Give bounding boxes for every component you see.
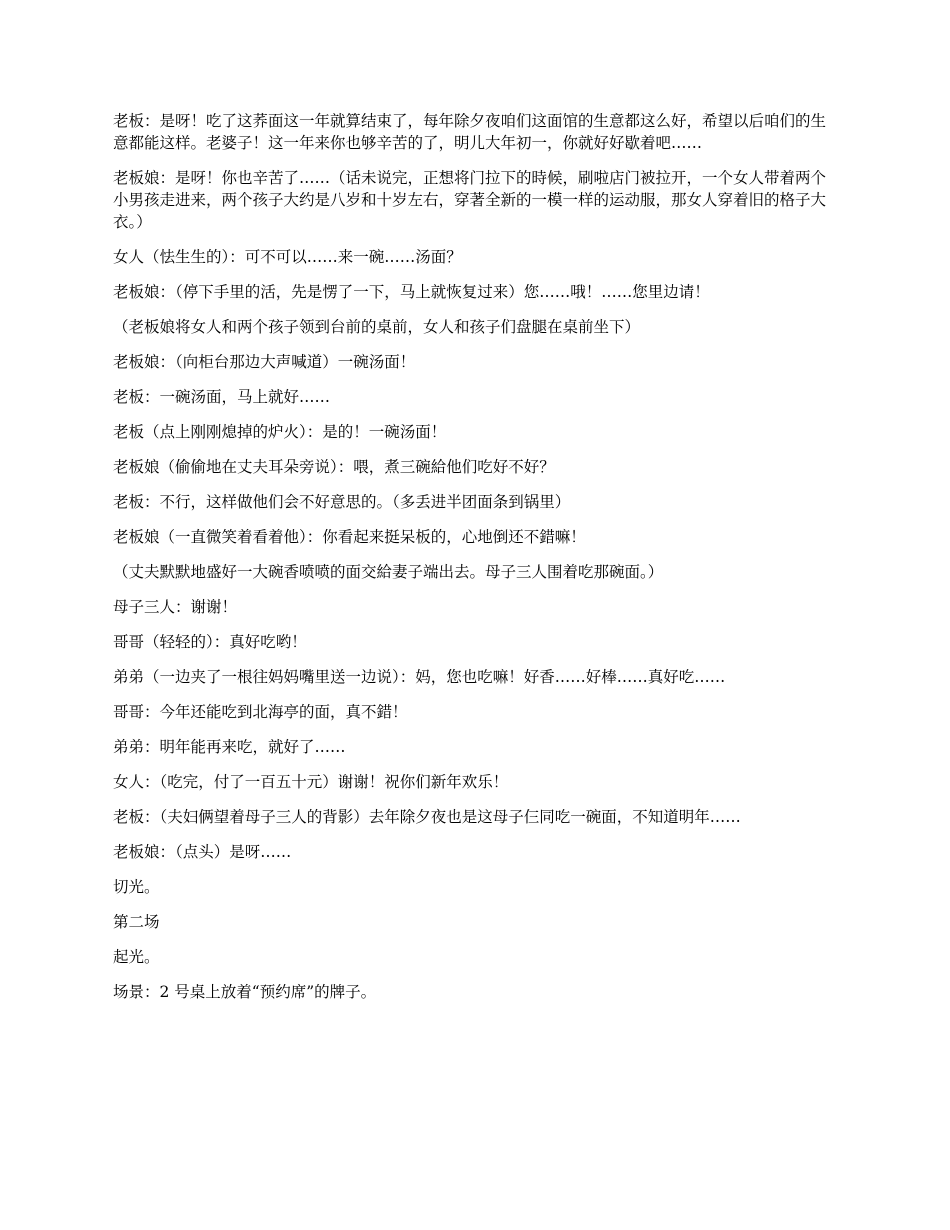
document-body [113,110,839,1016]
paragraph-17: 弟弟：明年能再来吃，就好了…… [113,738,346,756]
paragraph-13: 母子三人：谢谢！ [113,598,238,616]
paragraph-7: 老板：一碗汤面，马上就好…… [113,388,331,406]
paragraph-9: 老板娘（偷偷地在丈夫耳朵旁说）：喂，煮三碗給他们吃好不好？ [113,458,555,476]
paragraph-4: 老板娘：（停下手里的活，先是愣了一下，马上就恢复过来）您……哦！……您里边请！ [113,283,710,301]
paragraph-24: 场景：2 号桌上放着“预约席”的牌子。 [113,983,377,1001]
paragraph-6: 老板娘：（向柜台那边大声喊道）一碗汤面！ [113,353,416,371]
paragraph-3: 女人（怯生生的）：可不可以……来一碗……汤面？ [113,248,462,266]
paragraph-5: （老板娘将女人和两个孩子领到台前的桌前，女人和孩子们盘腿在桌前坐下） [113,318,641,336]
paragraph-16: 哥哥：今年还能吃到北海亭的面，真不錯！ [113,703,408,721]
paragraph-12: （丈夫默默地盛好一大碗香喷喷的面交給妻子端出去。母子三人围着吃那碗面。） [113,563,664,581]
paragraph-19: 老板：（夫妇俩望着母子三人的背影）去年除夕夜也是这母子仨同吃一碗面，不知道明年…… [113,808,741,826]
paragraph-22: 第二场 [113,913,160,931]
paragraph-11: 老板娘（一直微笑着看着他）：你看起来挺呆板的，心地倒还不錯嘛！ [113,528,586,546]
paragraph-23: 起光。 [113,948,160,966]
paragraph-18: 女人：（吃完，付了一百五十元）谢谢！祝你们新年欢乐！ [113,773,509,791]
paragraph-8: 老板（点上刚刚熄掉的炉火）：是的！一碗汤面！ [113,423,447,441]
paragraph-20: 老板娘：（点头）是呀…… [113,843,292,861]
paragraph-21: 切光。 [113,878,160,896]
paragraph-2: 老板娘：是呀！你也辛苦了……（话未说完，正想将门拉下的時候，刷啦店门被拉开，一个女人带着两个小男孩走进来，两个孩子大约是八岁和十岁左右，穿著全新的一模一样的运动服，那女人穿着旧的格子大衣。） [113,169,827,231]
paragraph-10: 老板：不行，这样做他们会不好意思的。（多丢进半团面条到锅里） [113,493,571,511]
paragraph-14: 哥哥（轻轻的）：真好吃哟！ [113,633,307,651]
paragraph-15: 弟弟（一边夹了一根往妈妈嘴里送一边说）：妈，您也吃嘛！好香……好棒……真好吃…… [113,668,726,686]
paragraph-1: 老板：是呀！吃了这荞面这一年就算结束了，每年除夕夜咱们这面馆的生意都这么好，希望以后咱们的生意都能这样。老婆子！这一年来你也够辛苦的了，明儿大年初一，你就好好歇着吧…… [113,112,827,152]
